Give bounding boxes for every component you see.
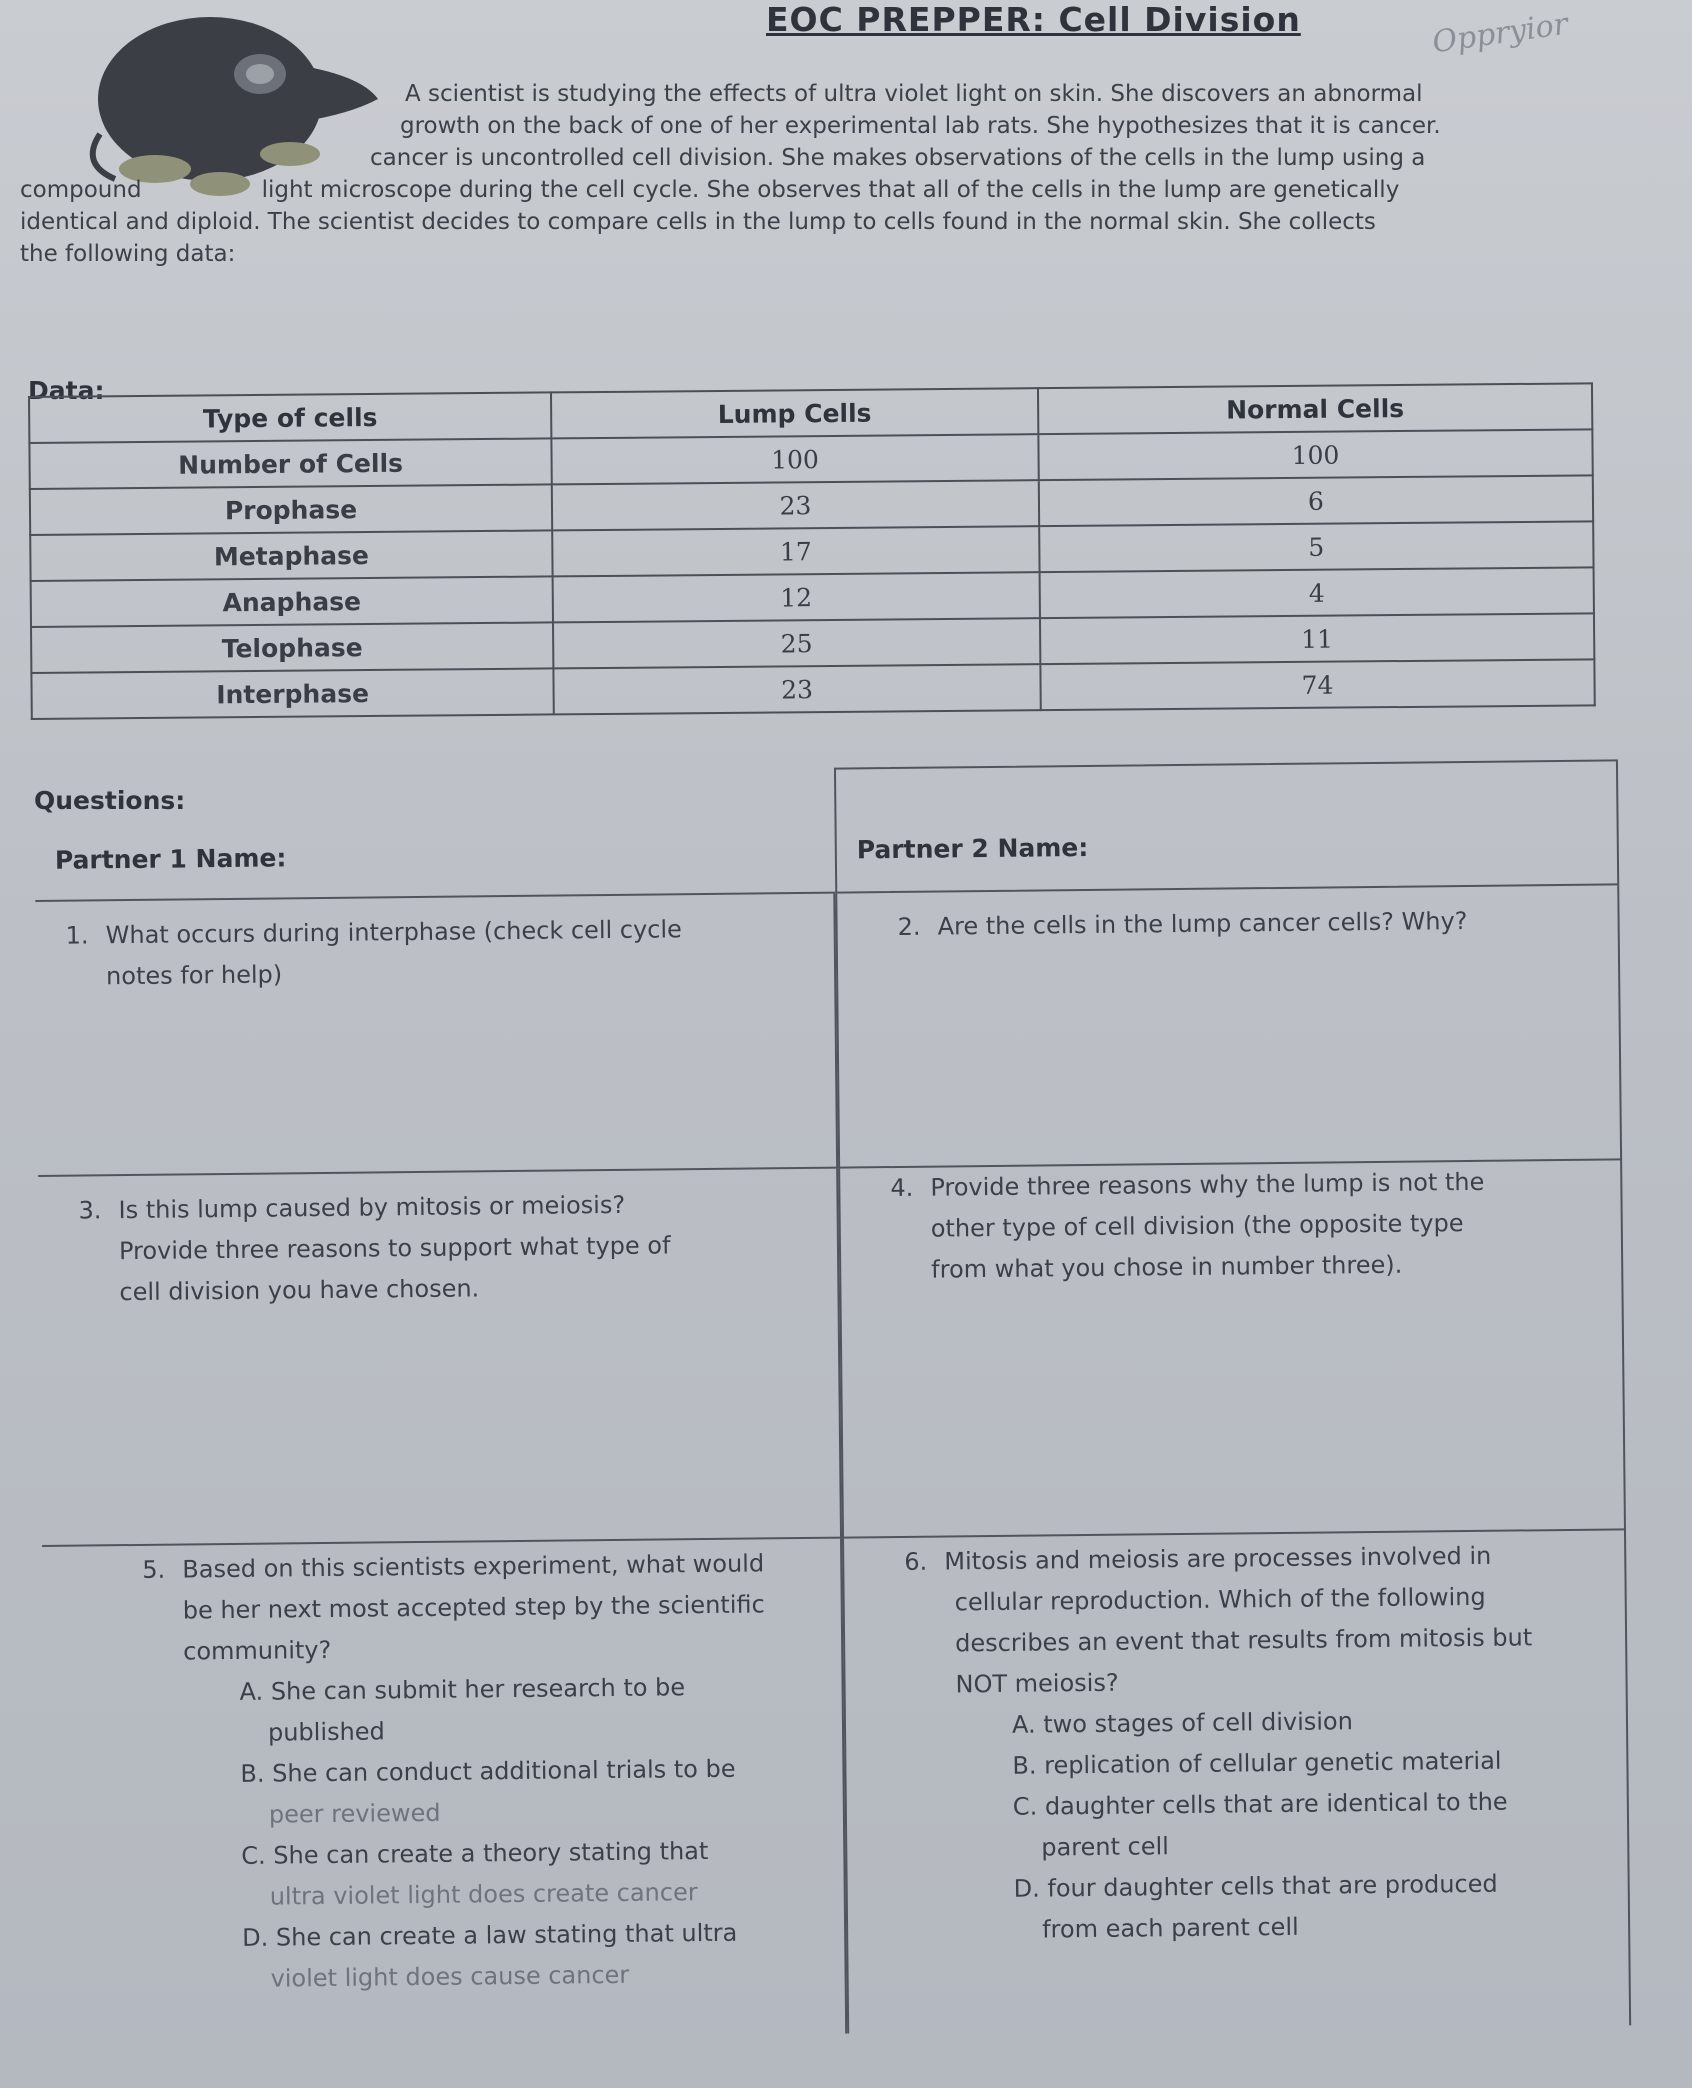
column-header: Lump Cells <box>551 388 1038 438</box>
question-number: 1. <box>65 921 89 950</box>
option-b[interactable]: B. She can conduct additional trials to be <box>240 1754 736 1788</box>
row-label: Interphase <box>31 668 553 719</box>
lump-value: 23 <box>552 480 1039 530</box>
partner1-cell[interactable] <box>34 802 835 902</box>
question-2-cell[interactable] <box>835 885 1622 1168</box>
intro-word: compound <box>20 177 142 203</box>
question-line: cell division you have chosen. <box>119 1274 480 1307</box>
intro-line: identical and diploid. The scientist decides to compare cells in the lump to cells found in the normal skin. She collects <box>20 209 1376 235</box>
questions-label: Questions: <box>34 786 186 815</box>
lump-value: 12 <box>553 572 1040 622</box>
question-number: 6. <box>904 1547 928 1576</box>
question-line: describes an event that results from mitosis but <box>954 1623 1533 1658</box>
option-b[interactable]: B. replication of cellular genetic material <box>1012 1746 1502 1780</box>
cell-data-table <box>28 382 1596 720</box>
question-number: 5. <box>142 1555 166 1584</box>
normal-value: 100 <box>1038 429 1592 480</box>
data-label: Data: <box>28 376 105 405</box>
option-d[interactable]: D. four daughter cells that are produced <box>1013 1869 1498 1903</box>
row-label: Number of Cells <box>29 438 551 489</box>
lump-value: 100 <box>551 434 1038 484</box>
question-line: Provide three reasons to support what type of <box>118 1231 671 1266</box>
question-line: be her next most accepted step by the scientific <box>182 1590 765 1625</box>
question-number: 2. <box>897 912 921 941</box>
partner2-cell[interactable] <box>834 759 1619 893</box>
row-label: Prophase <box>30 484 552 535</box>
question-5-text <box>142 1543 820 1591</box>
partner2-name-label: Partner 2 Name: <box>856 832 1089 865</box>
option-c[interactable]: C. She can create a theory stating that <box>241 1836 709 1870</box>
intro-line: cancer is uncontrolled cell division. She makes observations of the cells in the lump using a <box>370 145 1426 171</box>
question-4-text <box>890 1161 1600 1209</box>
option-c[interactable]: C. daughter cells that are identical to the <box>1012 1787 1508 1821</box>
handwritten-signature: Oppryior <box>1430 6 1571 61</box>
question-line: other type of cell division (the opposite type <box>930 1209 1464 1243</box>
question-3-text <box>78 1183 816 1231</box>
column-header: Type of cells <box>29 392 551 443</box>
question-line: What occurs during interphase (check cell cycle <box>105 915 683 950</box>
question-6-cell[interactable] <box>842 1530 1631 2033</box>
question-4-cell[interactable] <box>838 1160 1626 1538</box>
question-number: 3. <box>78 1196 102 1225</box>
option-d-continued: violet light does cause cancer <box>270 1960 630 1993</box>
question-line: Based on this scientists experiment, what would <box>182 1549 765 1584</box>
option-a[interactable]: A. She can submit her research to be <box>239 1673 686 1706</box>
column-header: Normal Cells <box>1038 383 1592 434</box>
question-line: Mitosis and meiosis are processes involved in <box>944 1541 1492 1576</box>
intro-line <box>20 174 1600 206</box>
intro-line: growth on the back of one of her experimental lab rats. She hypothesizes that it is cancer. <box>400 113 1441 139</box>
lump-value: 23 <box>553 664 1040 714</box>
question-line: NOT meiosis? <box>955 1668 1119 1699</box>
question-6-text <box>904 1534 1614 1582</box>
questions-grid <box>34 759 1631 2044</box>
page-title: EOC PREPPER: Cell Division <box>766 0 1301 39</box>
normal-value: 6 <box>1039 475 1593 526</box>
row-label: Metaphase <box>30 530 552 581</box>
option-a-continued: published <box>267 1717 385 1747</box>
option-c-continued: ultra violet light does create cancer <box>269 1878 698 1911</box>
question-line: from what you chose in number three). <box>931 1250 1403 1284</box>
question-2-text <box>897 900 1597 948</box>
normal-value: 11 <box>1040 613 1594 664</box>
normal-value: 4 <box>1039 567 1593 618</box>
question-line: Is this lump caused by mitosis or meiosis? <box>118 1190 626 1225</box>
question-line: notes for help) <box>105 960 283 991</box>
question-line: Are the cells in the lump cancer cells? Why? <box>937 906 1468 941</box>
question-line: cellular reproduction. Which of the following <box>954 1582 1486 1617</box>
row-label: Anaphase <box>31 576 553 627</box>
question-line: Provide three reasons why the lump is not the <box>930 1167 1485 1202</box>
question-3-cell[interactable] <box>38 1169 842 1547</box>
option-b-continued: peer reviewed <box>268 1798 441 1829</box>
option-d[interactable]: D. She can create a law stating that ultra <box>242 1918 738 1952</box>
question-5-cell[interactable] <box>42 1539 847 2042</box>
question-number: 4. <box>890 1173 914 1203</box>
intro-line: the following data: <box>20 241 236 267</box>
option-a[interactable]: A. two stages of cell division <box>1011 1707 1354 1739</box>
row-label: Telophase <box>31 622 553 673</box>
question-line: community? <box>183 1635 332 1666</box>
intro-line: A scientist is studying the effects of ultra violet light on skin. She discovers an abnormal <box>405 81 1423 107</box>
lump-value: 17 <box>552 526 1039 576</box>
normal-value: 74 <box>1040 659 1594 710</box>
intro-paragraph <box>20 78 1600 270</box>
option-c-continued: parent cell <box>1041 1832 1170 1862</box>
normal-value: 5 <box>1039 521 1593 572</box>
intro-line-text: light microscope during the cell cycle. She observes that all of the cells in the lump are genetically <box>261 177 1400 203</box>
question-1-cell[interactable] <box>35 894 838 1177</box>
partner1-name-label: Partner 1 Name: <box>54 843 287 875</box>
lump-value: 25 <box>553 618 1040 668</box>
option-d-continued: from each parent cell <box>1041 1912 1299 1944</box>
